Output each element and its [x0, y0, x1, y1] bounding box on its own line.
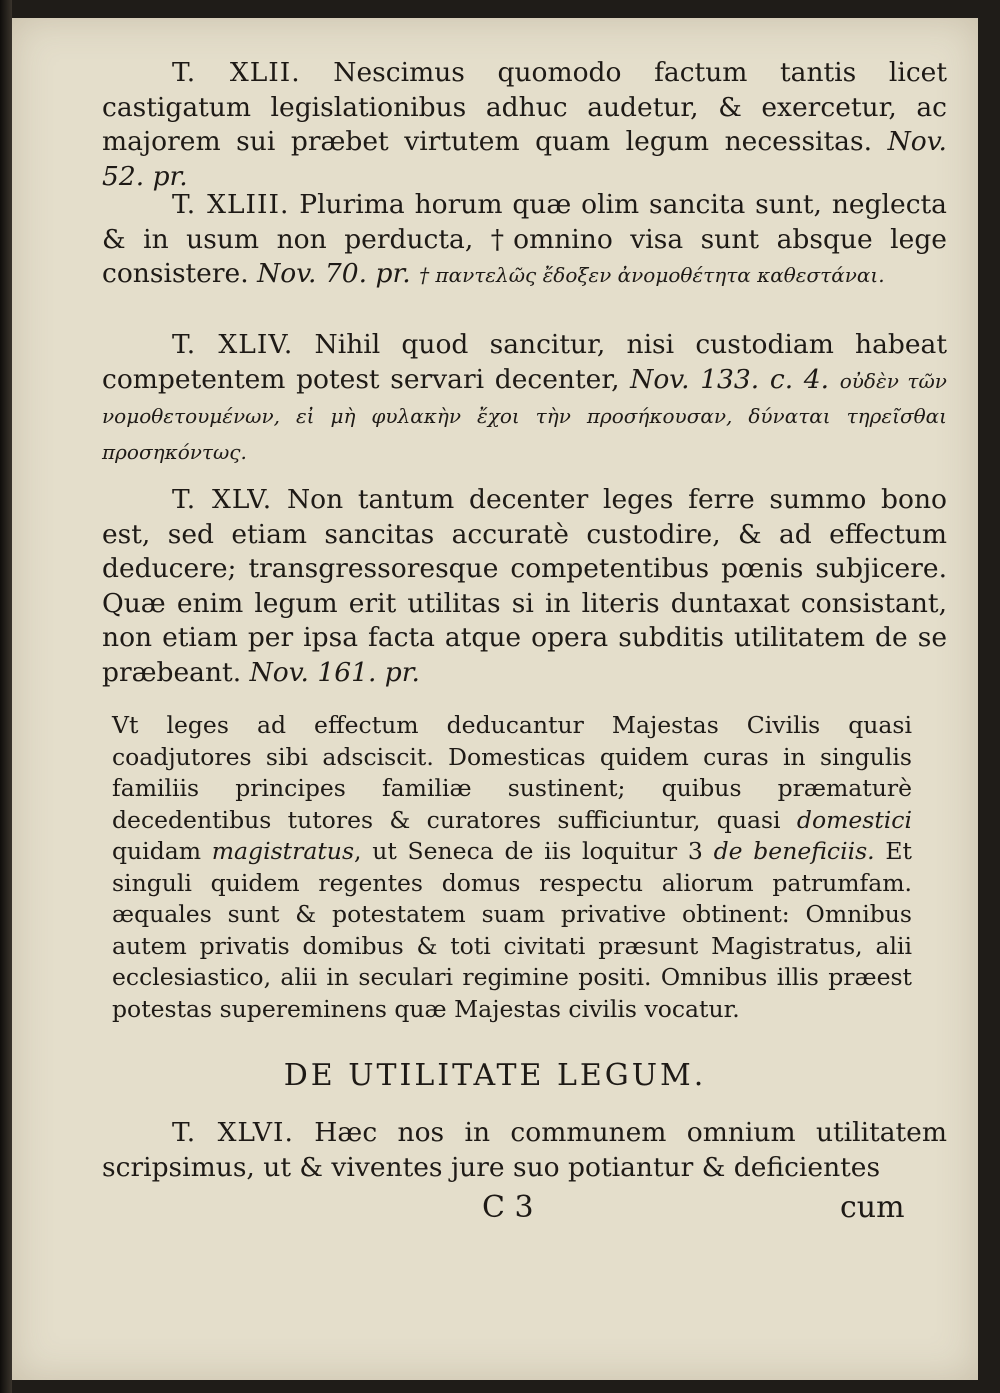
greek-gloss: οὐδὲν τῶν νομοθετουμένων, εἰ μὴ φυλακὴν ἔχοι τὴν προσήκουσαν, δύναται τηρεῖσθαι προσηκόντως. — [102, 368, 947, 464]
paragraph-t-xliii — [102, 188, 947, 293]
citation: Nov. 70. pr. — [257, 258, 411, 289]
greek-gloss: † παντελῶς ἔδοξεν ἀνομοθέτητα καθεστάναι. — [419, 263, 885, 287]
paragraph-marker: T. XLIII. — [172, 189, 290, 220]
paragraph-t-xlii — [102, 56, 947, 194]
catchword: cum — [840, 1190, 905, 1225]
paragraph-t-xliv — [102, 328, 947, 469]
commentary-text: Vt leges ad effectum deducantur Majestas Civilis quasi coadjutores sibi adsciscit. Domesticas quidem curas in singulis familiis principes familiæ sustinent; quibus præmaturè decedentibus tutores & curatores sufficiuntur, quasi — [112, 711, 912, 834]
book-spine-edge — [0, 0, 12, 1393]
paragraph-t-xlv — [102, 483, 947, 690]
citation: Nov. 52. pr. — [102, 126, 947, 192]
signature-mark: C 3 — [482, 1190, 534, 1225]
paragraph-text: Hæc nos in communem omnium utilitatem scripsimus, ut & viventes jure suo potiantur & deficientes — [102, 1117, 947, 1183]
commentary-italic: domestici — [796, 805, 912, 834]
commentary-paragraph — [112, 710, 912, 1025]
citation: Nov. 161. pr. — [249, 656, 420, 688]
commentary-italic: de beneficiis. — [713, 837, 875, 865]
citation: Nov. 133. c. 4. — [630, 363, 830, 395]
paragraph-t-xlvi — [102, 1116, 947, 1185]
paragraph-text: Nescimus quomodo factum tantis licet castigatum legislationibus adhuc audetur, & exercetur, ac majorem sui præbet virtutem quam legum necessitas. — [102, 57, 947, 157]
paragraph-marker: T. XLVI. — [172, 1117, 294, 1148]
paragraph-marker: T. XLII. — [172, 57, 301, 88]
paragraph-marker: T. XLIV. — [172, 329, 294, 360]
paragraph-text: Non tantum decenter leges ferre summo bono est, sed etiam sancitas accuratè custodire, & ad effectum deducere; transgressoresque competentibus pœnis subjicere. Quæ enim legum erit utilitas si in literis duntaxat consistant, non etiam per ipsa facta atque opera subditis utilitatem de se præbeant. — [102, 484, 947, 688]
section-heading: DE UTILITATE LEGUM. — [283, 1058, 707, 1093]
paragraph-marker: T. XLV. — [172, 484, 273, 515]
commentary-text: Et singuli quidem regentes domus respectu aliorum patrumfam. æquales sunt & potestatem suam privative obtinent: Omnibus autem privatis domibus & toti civitati præsunt Magistratus, alii ecclesiastico, alii in seculari regimine positi. Omnibus illis præest potestas supereminens quæ Majestas civilis vocatur. — [112, 837, 912, 1023]
commentary-text: quidam — [112, 837, 212, 865]
commentary-text: , ut Seneca de iis loquitur 3 — [354, 837, 714, 865]
paragraph-text: Nihil quod sancitur, nisi custodiam habeat competentem potest servari decenter, — [102, 329, 947, 395]
paragraph-text: Plurima horum quæ olim sancita sunt, neglecta & in usum non perducta, †omnino visa sunt absque lege consistere. — [102, 189, 947, 289]
commentary-italic: magistratus — [211, 837, 355, 865]
book-page — [12, 18, 978, 1380]
